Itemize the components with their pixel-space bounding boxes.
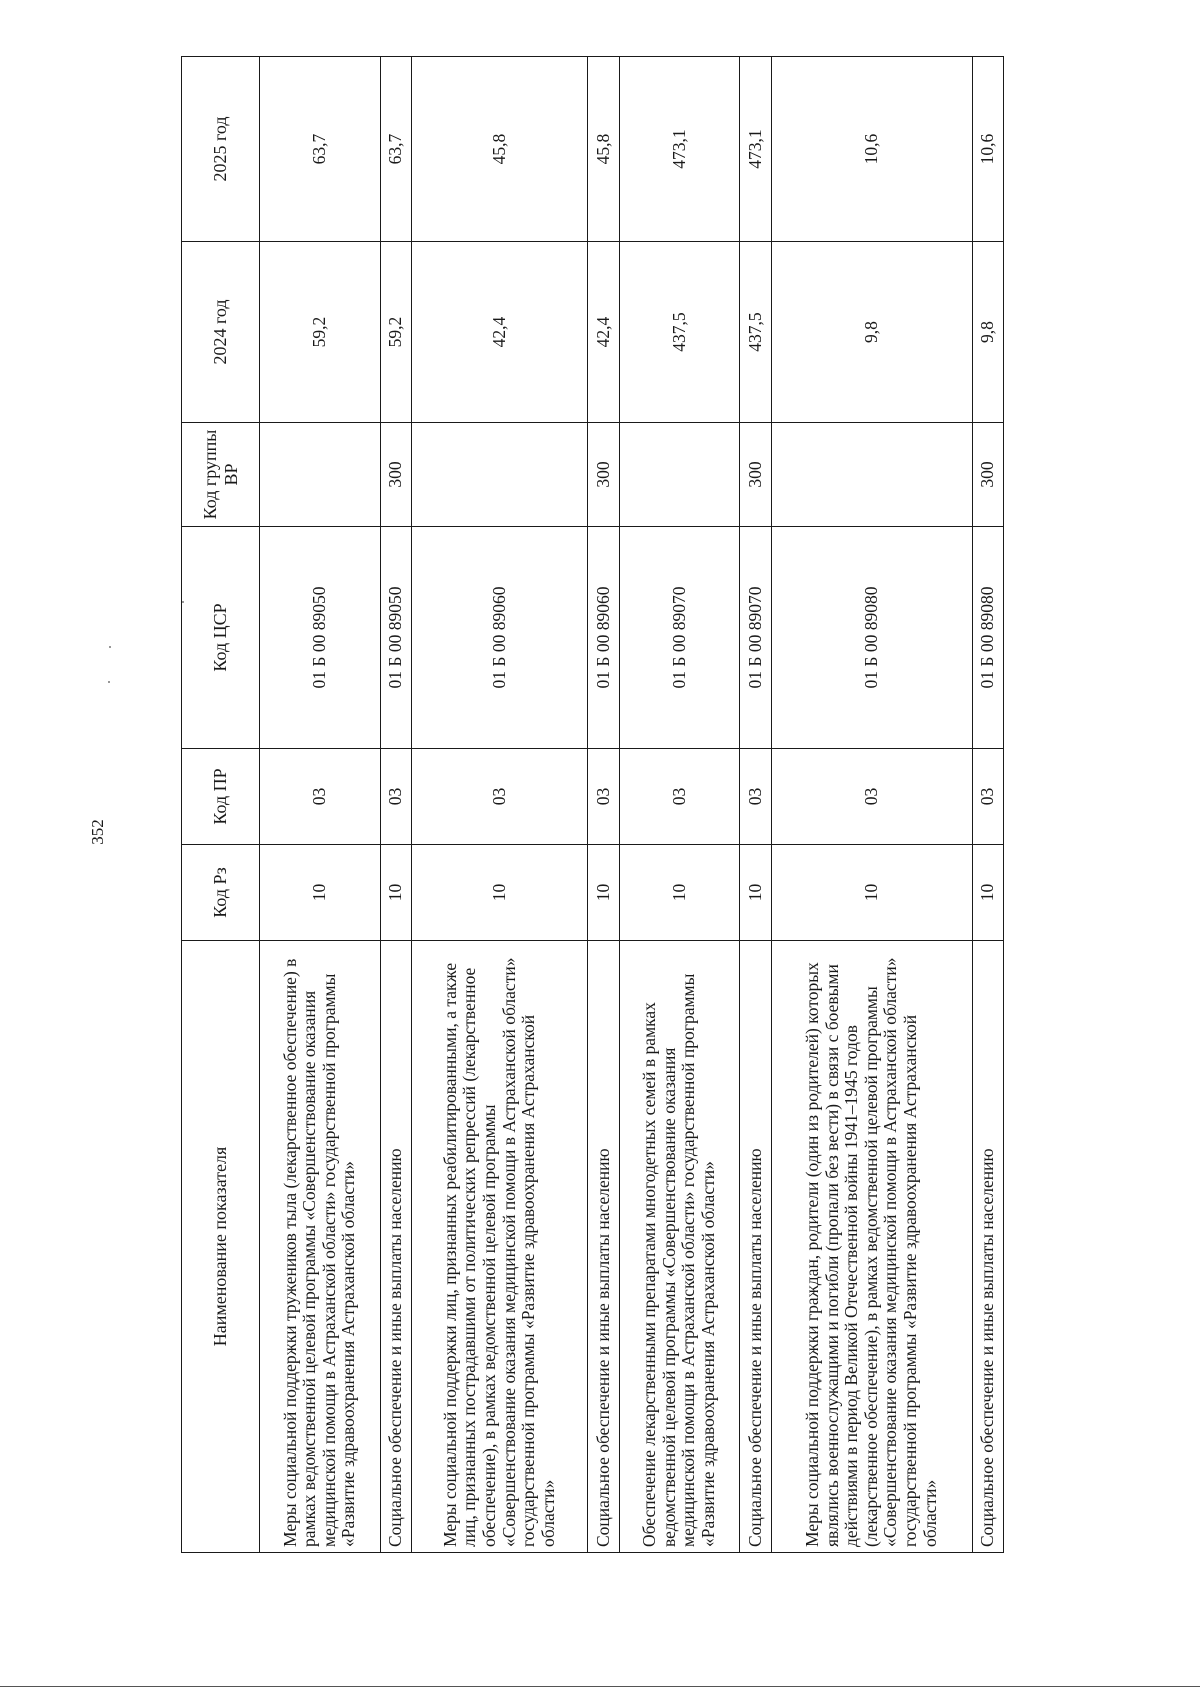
table-row: [619, 57, 740, 1553]
table-row: [771, 57, 972, 1553]
row-2024: 9,8: [972, 242, 1003, 423]
row-vr: 300: [588, 423, 619, 527]
table-row: [411, 57, 588, 1553]
row-pr: 03: [740, 749, 771, 845]
row-rz: 10: [260, 845, 381, 941]
header-vr: Код группы ВР: [182, 423, 260, 527]
row-2024: 437,5: [619, 242, 740, 423]
table-header-row: [182, 57, 260, 1553]
table-row: [380, 57, 411, 1553]
row-csr: 01 Б 00 89060: [411, 527, 588, 749]
header-pr: Код ПР: [182, 749, 260, 845]
budget-table-frame: [181, 57, 1200, 1547]
row-2024: 437,5: [740, 242, 771, 423]
row-name: Меры социальной поддержки граждан, родители (один из родителей) которых являлись военнослужащими и погибли (пропали без вести) в связи с боевыми действиями в период Великой Отечественной войны 1941–1945 годов (лекарственное обеспечение), в рамках ведомственной целевой программы «Совершенствование оказания медицинской помощи в Астраханской области» государственной программы «Развитие здравоохранения Астраханской области»: [771, 941, 972, 1553]
row-name: Социальное обеспечение и иные выплаты населению: [380, 941, 411, 1553]
scan-speck: [109, 646, 111, 648]
row-vr: [411, 423, 588, 527]
row-rz: 10: [619, 845, 740, 941]
table-row: [740, 57, 771, 1553]
header-name: Наименование показателя: [182, 941, 260, 1553]
row-pr: 03: [771, 749, 972, 845]
row-csr: 01 Б 00 89070: [740, 527, 771, 749]
row-name: Социальное обеспечение и иные выплаты населению: [588, 941, 619, 1553]
row-rz: 10: [972, 845, 1003, 941]
row-vr: 300: [740, 423, 771, 527]
table-row: [588, 57, 619, 1553]
table-row: [260, 57, 381, 1553]
row-rz: 10: [380, 845, 411, 941]
row-pr: 03: [619, 749, 740, 845]
header-csr: Код ЦСР: [182, 527, 260, 749]
row-name: Социальное обеспечение и иные выплаты населению: [740, 941, 771, 1553]
row-2025: 473,1: [740, 57, 771, 242]
row-rz: 10: [411, 845, 588, 941]
budget-table: [181, 56, 1004, 1553]
header-2025: 2025 год: [182, 57, 260, 242]
scan-bottom-edge: [0, 1686, 1200, 1687]
row-2024: 59,2: [380, 242, 411, 423]
row-csr: 01 Б 00 89080: [771, 527, 972, 749]
header-2024: 2024 год: [182, 242, 260, 423]
page-number: 352: [88, 819, 107, 845]
row-csr: 01 Б 00 89060: [588, 527, 619, 749]
row-2025: 10,6: [771, 57, 972, 242]
row-pr: 03: [411, 749, 588, 845]
row-rz: 10: [740, 845, 771, 941]
row-pr: 03: [588, 749, 619, 845]
row-2025: 63,7: [260, 57, 381, 242]
header-rz: Код Рз: [182, 845, 260, 941]
row-2025: 10,6: [972, 57, 1003, 242]
row-csr: 01 Б 00 89050: [260, 527, 381, 749]
row-name: Обеспечение лекарственными препаратами многодетных семей в рамках ведомственной целевой программы «Совершенствование оказания медицинской помощи в Астраханской области» государственной программы «Развитие здравоохранения Астраханской области»: [619, 941, 740, 1553]
row-2024: 59,2: [260, 242, 381, 423]
row-2024: 9,8: [771, 242, 972, 423]
row-name: Социальное обеспечение и иные выплаты населению: [972, 941, 1003, 1553]
row-vr: 300: [972, 423, 1003, 527]
row-rz: 10: [771, 845, 972, 941]
row-2024: 42,4: [411, 242, 588, 423]
row-vr: [771, 423, 972, 527]
row-pr: 03: [260, 749, 381, 845]
row-2025: 473,1: [619, 57, 740, 242]
row-pr: 03: [380, 749, 411, 845]
table-row: [972, 57, 1003, 1553]
row-2025: 45,8: [411, 57, 588, 242]
row-2025: 45,8: [588, 57, 619, 242]
scan-speck: [108, 681, 110, 683]
row-csr: 01 Б 00 89070: [619, 527, 740, 749]
row-vr: [260, 423, 381, 527]
row-csr: 01 Б 00 89050: [380, 527, 411, 749]
row-vr: [619, 423, 740, 527]
row-csr: 01 Б 00 89080: [972, 527, 1003, 749]
row-pr: 03: [972, 749, 1003, 845]
row-vr: 300: [380, 423, 411, 527]
row-name: Меры социальной поддержки тружеников тыла (лекарственное обеспечение) в рамках ведомственной целевой программы «Совершенствование оказания медицинской помощи в Астраханской области» государственной программы «Развитие здравоохранения Астраханской области»: [260, 941, 381, 1553]
row-2024: 42,4: [588, 242, 619, 423]
row-2025: 63,7: [380, 57, 411, 242]
row-name: Меры социальной поддержки лиц, признанных реабилитированными, а также лиц, признанных пострадавшими от политических репрессий (лекарственное обеспечение), в рамках ведомственной целевой программы «Совершенствование оказания медицинской помощи в Астраханской области» государственной программы «Развитие здравоохранения Астраханской области»: [411, 941, 588, 1553]
row-rz: 10: [588, 845, 619, 941]
